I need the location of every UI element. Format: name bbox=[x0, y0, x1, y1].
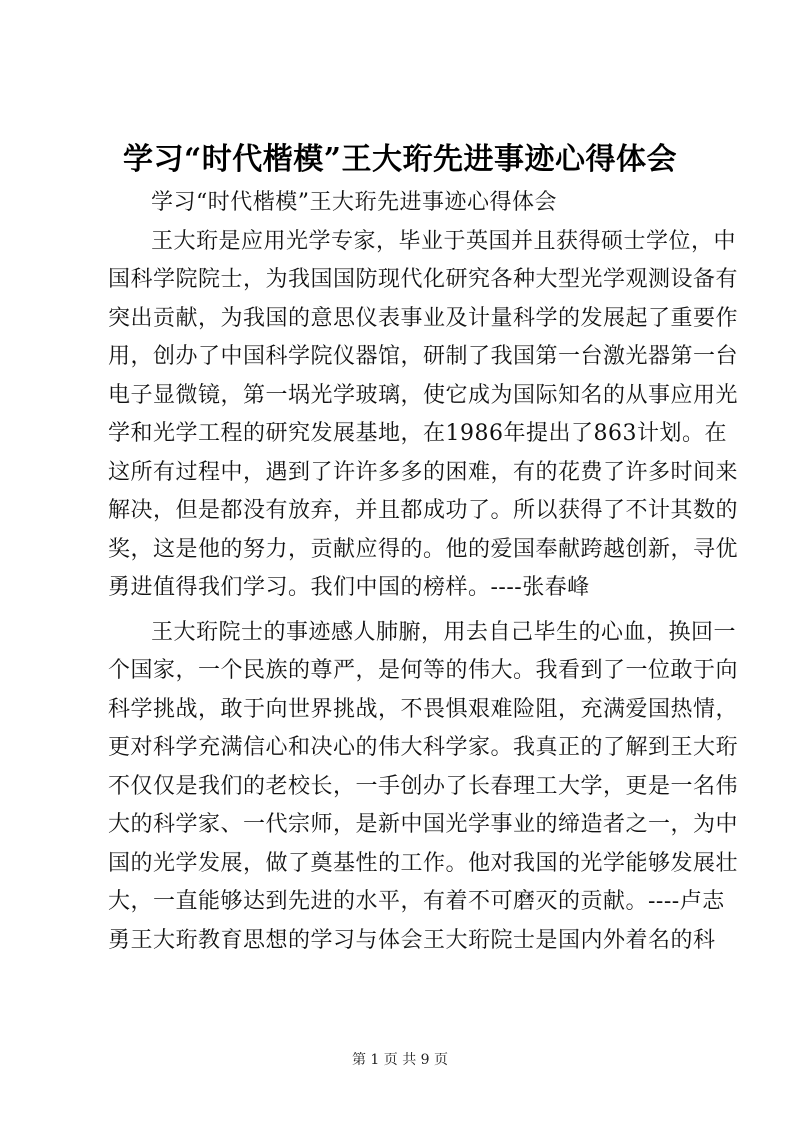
paragraph-line: 科学挑战，敢于向世界挑战，不畏惧艰难险阻，充满爱国热情， bbox=[108, 696, 739, 722]
paragraph-line: 王大珩是应用光学专家，毕业于英国并且获得硕士学位，中 bbox=[151, 228, 737, 254]
paragraph-2 bbox=[108, 614, 739, 961]
paragraph-line: 个国家，一个民族的尊严，是何等的伟大。我看到了一位敢于向 bbox=[108, 658, 739, 683]
paragraph-line: 电子显微镜，第一埚光学玻璃，使它成为国际知名的从事应用光 bbox=[108, 382, 739, 408]
paragraph-line: 学和光学工程的研究发展基地，在1986年提出了863计划。在 bbox=[108, 421, 727, 446]
paragraph-1 bbox=[108, 223, 739, 608]
document-body bbox=[108, 184, 739, 960]
document-subtitle: 学习“时代楷模”王大珩先进事迹心得体会 bbox=[151, 190, 557, 215]
paragraph-line: 突出贡献，为我国的意思仪表事业及计量科学的发展起了重要作 bbox=[108, 305, 739, 331]
paragraph-line: 解决，但是都没有放弃，并且都成功了。所以获得了不计其数的 bbox=[108, 498, 739, 523]
paragraph-line: 更对科学充满信心和决心的伟大科学家。我真正的了解到王大珩 bbox=[108, 735, 739, 760]
paragraph-line: 国科学院院士，为我国国防现代化研究各种大型光学观测设备有 bbox=[108, 267, 739, 292]
paragraph-line: 这所有过程中，遇到了许许多多的困难，有的花费了许多时间来 bbox=[108, 459, 739, 485]
paragraph-line: 王大珩院士的事迹感人肺腑，用去自己毕生的心血，换回一 bbox=[151, 619, 737, 645]
paragraph-line: 大，一直能够达到先进的水平，有着不可磨灭的贡献。----卢志 bbox=[108, 889, 725, 914]
document-title: 学习“时代楷模”王大珩先进事迹心得体会 bbox=[122, 142, 677, 177]
paragraph-line: 奖，这是他的努力，贡献应得的。他的爱国奉献跨越创新，寻优 bbox=[108, 536, 739, 562]
paragraph-line: 不仅仅是我们的老校长，一手创办了长春理工大学，更是一名伟 bbox=[108, 773, 739, 799]
paragraph-line: 用，创办了中国科学院仪器馆，研制了我国第一台激光器第一台 bbox=[108, 344, 739, 369]
page-number-footer: 第 1 页 共 9 页 bbox=[351, 1052, 449, 1068]
paragraph-line: 勇王大珩教育思想的学习与体会王大珩院士是国内外着名的科 bbox=[108, 927, 716, 953]
paragraph-line: 大的科学家、一代宗师，是新中国光学事业的缔造者之一，为中 bbox=[108, 812, 739, 837]
paragraph-line: 国的光学发展，做了奠基性的工作。他对我国的光学能够发展壮 bbox=[108, 850, 739, 876]
paragraph-line: 勇进值得我们学习。我们中国的榜样。----张春峰 bbox=[108, 575, 590, 600]
